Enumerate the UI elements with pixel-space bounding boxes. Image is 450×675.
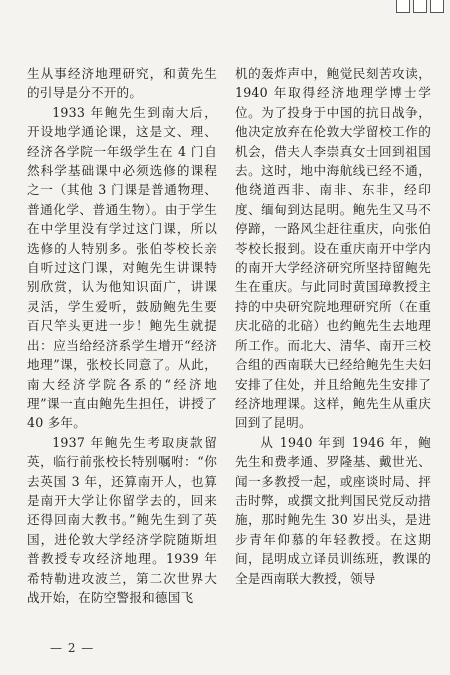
paragraph: 1937 年鲍先生考取庚款留英，临行前张校长特别嘱咐：“你去英国 3 年，还算南开人，也算是南开大学让你留学去的，回来还得回南大教书。”鲍先生到了英国，进伦敦大学经济学院随斯坦普教授专攻经济地理。1939 年希特勒进攻波兰，第二次世界大战开始，在防空警报和德国飞	[27, 434, 217, 605]
left-text-column	[27, 64, 217, 607]
right-text-column	[235, 64, 431, 588]
corner-tab-marks	[396, 0, 444, 13]
paragraph: 机的轰炸声中，鲍觉民刻苦攻读，1940 年取得经济地理学博士学位。为了投身于中国的抗日战争，他决定放弃在伦敦大学留校工作的机会，借夫人李崇真女士回到祖国去。这时，地中海航线已经不通，他绕道西非、南非、东非，经印度、缅甸到达昆明。鲍先生又马不停蹄，一路风尘赶往重庆，向张伯苓校长报到。设在重庆南开中学内的南开大学经济研究所坚持留鲍先生在重庆。与此同时黄国璋教授主持的中央研究院地理研究所（在重庆北碚的北碚）也约鲍先生去地理所工作。而北大、清华、南开三校合组的西南联大已经给鲍先生夫妇安排了住处，并且给鲍先生安排了经济地理课。这样，鲍先生从重庆回到了昆明。	[235, 66, 431, 431]
page-number: — 2 —	[50, 641, 95, 655]
paragraph: 1933 年鲍先生到南大后，开设地学通论课，这是文、理、经济各学院一年级学生在 4 门自然科学基础课中必须选修的课程之一（其他 3 门课是普通物理、普通化学、普通生物）。由于学生在中学里没有学过这门课，所以选修的人特别多。张伯苓校长亲自听过这门课，对鲍先生讲课特别欣赏，认为他知识面广，讲课灵活，学生爱听，鼓励鲍先生要百尺竿头更进一步！鲍先生就提出：应当给经济系学生增开“经济地理”课，张校长同意了。从此，南大经济学院各系的“经济地理”课一直由鲍先生担任，讲授了 40 多年。	[27, 104, 217, 431]
paragraph: 从 1940 年到 1946 年，鲍先生和费孝通、罗隆基、戴世光、闻一多教授一起，或座谈时局、抨击时弊，或撰文批判国民党反动措施，那时鲍先生 30 岁出头，是进步青年仰慕的年轻教授。在这期间，昆明成立译员训练班，教课的全是西南联大教授，领导	[235, 434, 431, 586]
paragraph: 生从事经济地理研究，和黄先生的引导是分不开的。	[27, 66, 217, 101]
